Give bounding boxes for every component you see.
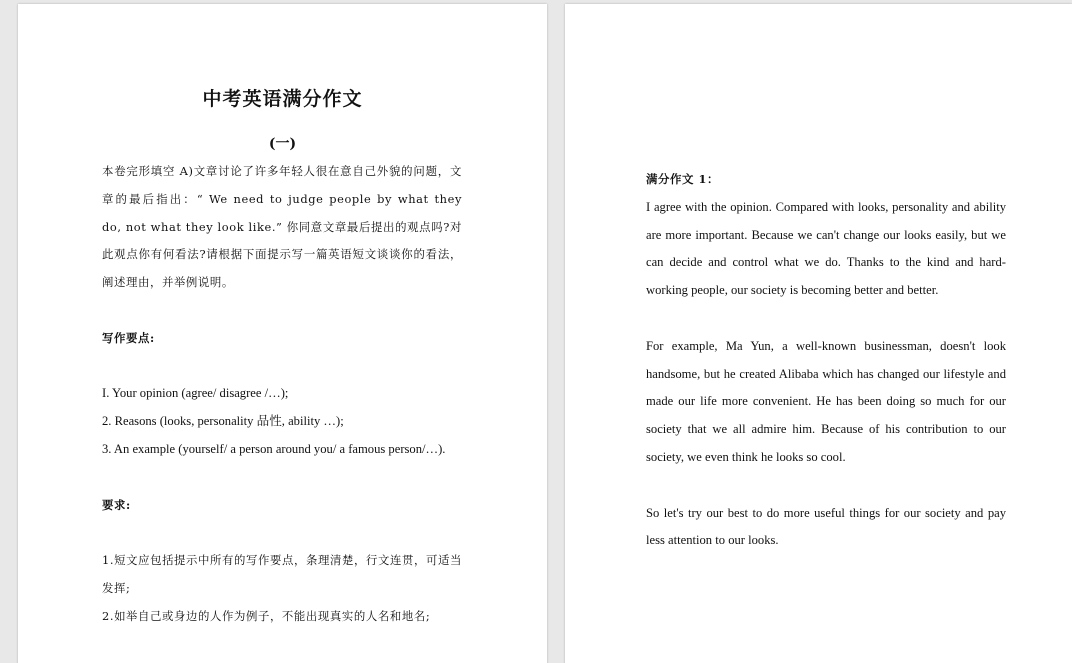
writing-point-2: 2. Reasons (looks, personality 品性, ability …); — [102, 414, 344, 429]
left-page-body — [102, 158, 462, 631]
blank-line — [102, 297, 462, 325]
requirements-heading: 要求: — [102, 497, 131, 512]
document-page-right — [565, 4, 1072, 663]
essay-heading: 满分作文 1： — [646, 172, 720, 186]
essay-paragraph-2: For example, Ma Yun, a well-known businessman, doesn't look handsome, but he created Alibaba which has changed our lifestyle and made our life more convenient. He has been doing so much for our society that we all admire him. Because of his contribution to our society, we even think he looks so cool. — [646, 338, 1006, 464]
blank-line — [102, 353, 462, 381]
requirement-2: 2.如举自己或身边的人作为例子，不能出现真实的人名和地名; — [102, 608, 431, 623]
blank-line — [102, 464, 462, 492]
blank-line — [646, 472, 1006, 500]
document-page-left — [18, 4, 547, 663]
intro-paragraph: 本卷完形填空 A)文章讨论了许多年轻人很在意自己外貌的问题，文章的最后指出：“ We need to judge people by what they do, not what they look like.” 你同意文章最后提出的观点吗?对此观点你有何看法?请根据下面提示写一篇英语短文谈谈你的看法，阐述理由，并举例说明。 — [102, 164, 462, 290]
essay-paragraph-1: I agree with the opinion. Compared with looks, personality and ability are more important. Because we can't change our looks easily, but we can decide and control what we do. Thanks to the kind and hard-working people, our society is becoming better and better. — [646, 199, 1006, 298]
blank-line — [646, 305, 1006, 333]
writing-point-1: I. Your opinion (agree/ disagree /…); — [102, 386, 289, 401]
page-title: 中考英语满分作文 — [202, 88, 363, 110]
writing-points-heading: 写作要点: — [102, 330, 155, 345]
requirement-1: 1.短文应包括提示中所有的写作要点，条理清楚，行文连贯，可适当发挥; — [102, 553, 462, 595]
blank-line — [102, 519, 462, 547]
right-page-body — [646, 166, 1006, 555]
writing-point-3: 3. An example (yourself/ a person around you/ a famous person/…). — [102, 441, 446, 456]
essay-paragraph-3: So let's try our best to do more useful things for our society and pay less attention to our looks. — [646, 505, 1006, 548]
section-subtitle: (一) — [268, 136, 297, 152]
